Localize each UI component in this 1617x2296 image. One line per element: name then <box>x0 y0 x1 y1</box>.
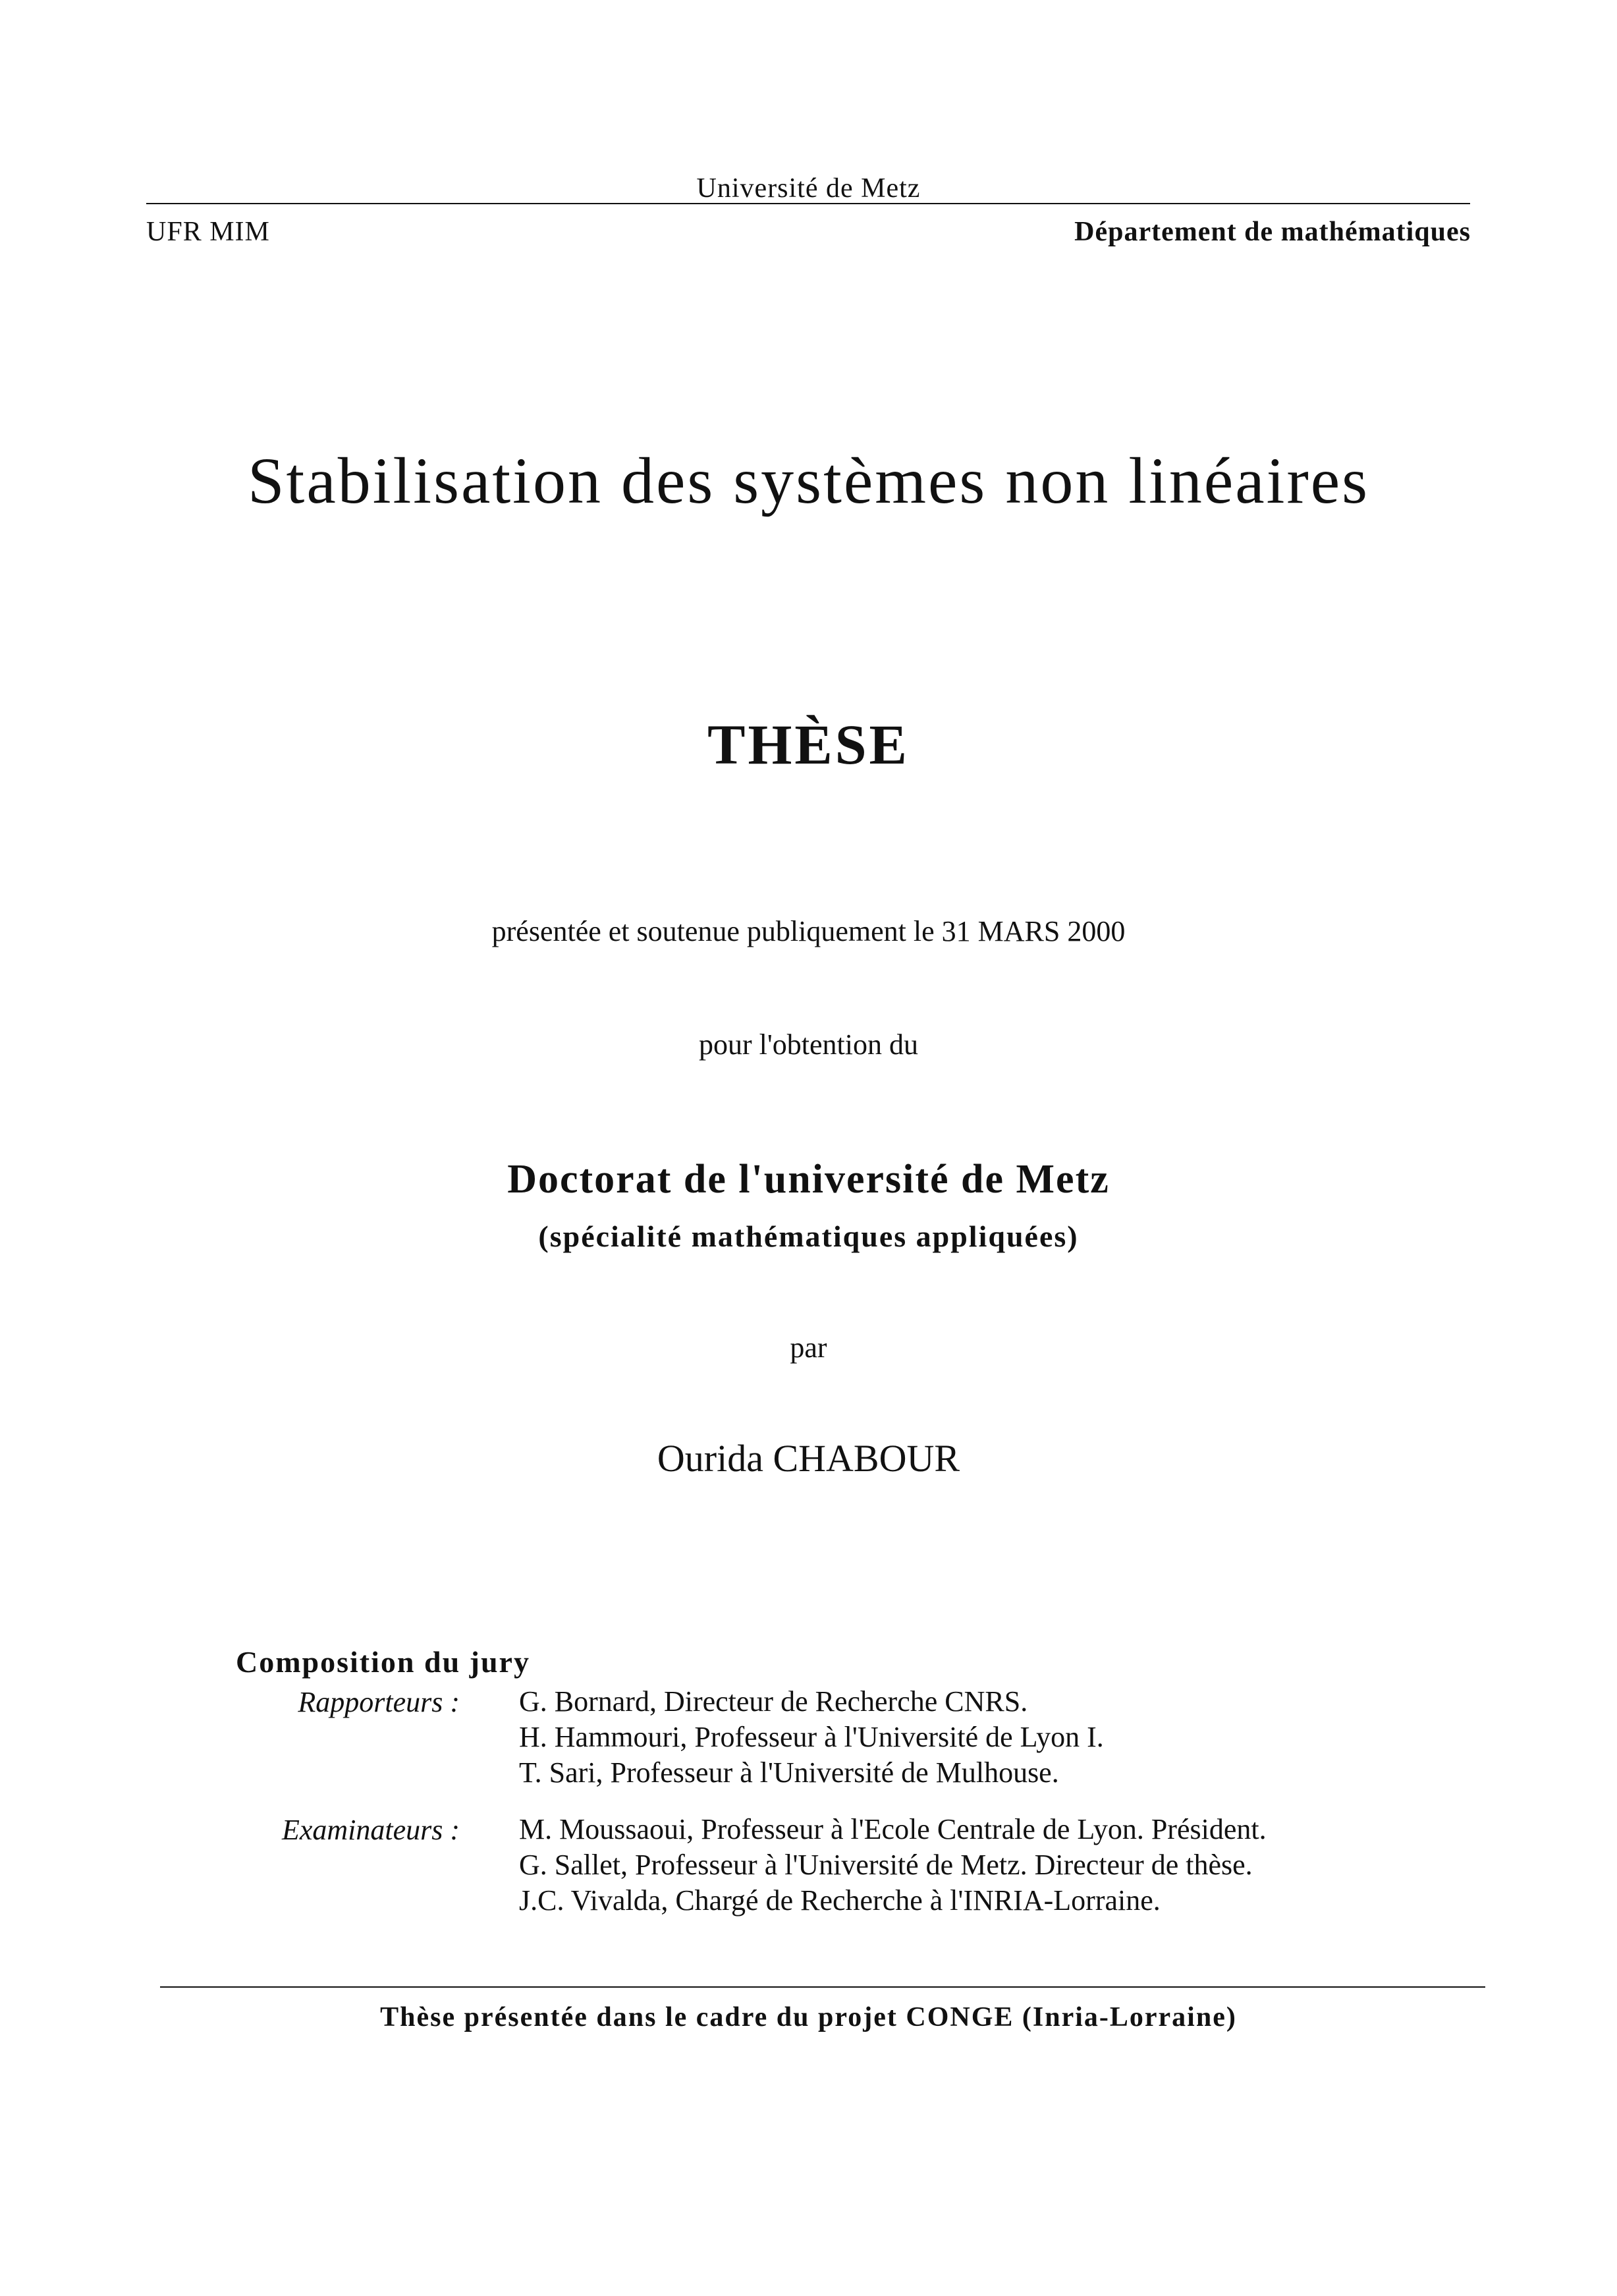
jury-member: G. Bornard, Directeur de Recherche CNRS. <box>519 1685 1028 1718</box>
author-name: Ourida CHABOUR <box>657 1437 960 1480</box>
degree-name: Doctorat de l'université de Metz <box>507 1157 1110 1202</box>
university-name: Université de Metz <box>696 173 921 204</box>
department-label: Département de mathématiques <box>1074 217 1471 247</box>
jury-member: J.C. Vivalda, Chargé de Recherche à l'INRIA-Lorraine. <box>519 1884 1161 1917</box>
ufr-label: UFR MIM <box>146 217 270 247</box>
rapporteurs-label: Rapporteurs : <box>298 1686 460 1718</box>
jury-member: T. Sari, Professeur à l'Université de Mulhouse. <box>519 1756 1059 1789</box>
project-note: Thèse présentée dans le cadre du projet CONGE (Inria-Lorraine) <box>380 2002 1237 2032</box>
document-type: THÈSE <box>707 713 910 776</box>
thesis-title: Stabilisation des systèmes non linéaires <box>247 444 1370 517</box>
defense-statement: présentée et soutenue publiquement le 31 MARS 2000 <box>491 915 1126 947</box>
degree-speciality: (spécialité mathématiques appliquées) <box>538 1219 1079 1253</box>
examinateurs-label: Examinateurs : <box>281 1814 460 1846</box>
examinateurs-list <box>519 1812 1267 1918</box>
jury-member: G. Sallet, Professeur à l'Université de Metz. Directeur de thèse. <box>519 1849 1253 1881</box>
header-divider <box>146 203 1470 204</box>
jury-member: M. Moussaoui, Professeur à l'Ecole Centrale de Lyon. Président. <box>519 1813 1267 1845</box>
by-label: par <box>790 1331 827 1364</box>
rapporteurs-list <box>519 1684 1104 1791</box>
jury-heading: Composition du jury <box>236 1645 530 1679</box>
footer-divider <box>160 1986 1485 1988</box>
purpose-statement: pour l'obtention du <box>698 1028 918 1061</box>
jury-member: H. Hammouri, Professeur à l'Université de Lyon I. <box>519 1721 1104 1753</box>
